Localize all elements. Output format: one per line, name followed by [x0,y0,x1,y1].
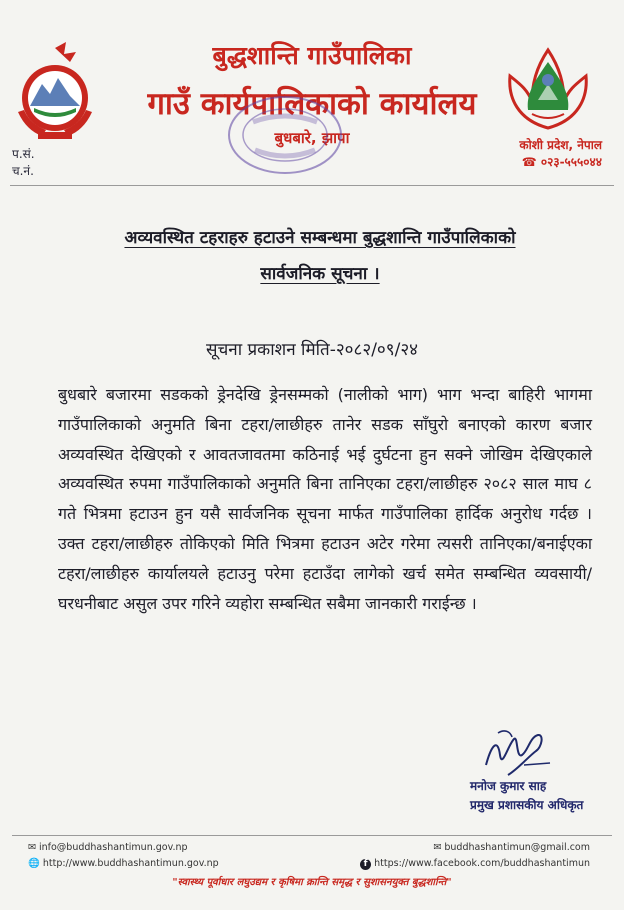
notice-subject [60,220,580,292]
contact-block [519,137,602,171]
office-address: बुधबारे, झापा [274,129,350,147]
publish-date: सूचना प्रकाशन मिति-२०८२/०९/२४ [205,340,419,360]
footer-divider [12,835,612,836]
globe-icon: 🌐 [28,858,43,869]
subject-line-1: अव्यवस्थित टहराहरु हटाउने सम्बन्धमा बुद्धशान्ति गाउँपालिकाको [124,228,516,248]
letter-number-label: प.सं. [12,147,35,161]
official-stamp-icon [225,92,345,178]
facebook-icon: f [360,859,371,870]
footer-facebook-row [360,858,590,870]
mail-icon: ✉ [28,842,39,853]
mail-icon: ✉ [433,842,445,853]
footer-website-row [28,858,219,869]
reference-labels [12,146,35,180]
phone-icon: ☎ [521,155,541,169]
footer-email-row [28,842,188,853]
phone-number: ०२३-५५५०४४ [540,155,602,169]
dispatch-number-label: च.नं. [12,164,34,178]
handwritten-signature-icon [478,725,558,783]
footer-gmail-row [433,842,590,853]
footer-slogan: "स्वास्थ्य पूर्वाधार लघुउद्यम र कृषिमा क्रान्ति समृद्ध र सुशासनयुक्त बुद्धशान्ति" [172,877,452,888]
website-link[interactable]: http://www.buddhashantimun.gov.np [42,858,219,869]
subject-line-2: सार्वजनिक सूचना । [260,264,380,284]
province-text: कोशी प्रदेश, नेपाल [519,138,602,152]
facebook-link[interactable]: https://www.facebook.com/buddhashantimun [374,858,590,869]
municipality-name: बुद्धशान्ति गाउँपालिका [212,41,412,70]
office-email[interactable]: info@buddhashantimun.gov.np [38,842,188,853]
notice-body: बुधबारे बजारमा सडकको ड्रेनदेखि ड्रेनसम्मको (नालीको भाग) भाग भन्दा बाहिरी भागमा गाउँपालिकाको अनुमति बिना टहरा/लाछीहरु तानेर सडक साँघुरो बनाएको कारण बजार अव्यवस्थित देखिएको र आवतजावतमा कठिनाई भई दुर्घटना हुन सक्ने जोखिम देखिएकाले अव्यवस्थित रुपमा गाउँपालिकाको अनुमति बिना तानिएका टहरा/लाछीहरु २०८२ साल माघ ८ गते भित्रमा हटाउन हुन यसै सार्वजनिक सूचना मार्फत गाउँपालिका हार्दिक अनुरोध गर्दछ । उक्त टहरा/लाछीहरु तोकिएको मिति भित्रमा हटाउन अटेर गरेमा त्यसरी तानिएका/बनाईएका टहरा/लाछीहरु कार्यालयले हटाउनु परेमा हटाउँदा लागेको खर्च समेत सम्बन्धित व्यवसायी/घरधनीबाट असुल उपर गरिने व्यहोरा सम्बन्धित सबैमा जानकारी गराईन्छ । [58,385,592,613]
signatory-name: मनोज कुमार साह [470,779,547,793]
gmail-address[interactable]: buddhashantimun@gmail.com [444,842,590,853]
signatory-title: प्रमुख प्रशासकीय अधिकृत [470,798,584,812]
office-name: गाउँ कार्यपालिकाको कार्यालय [147,86,477,122]
phone-row [519,154,602,171]
header-divider [10,185,614,186]
